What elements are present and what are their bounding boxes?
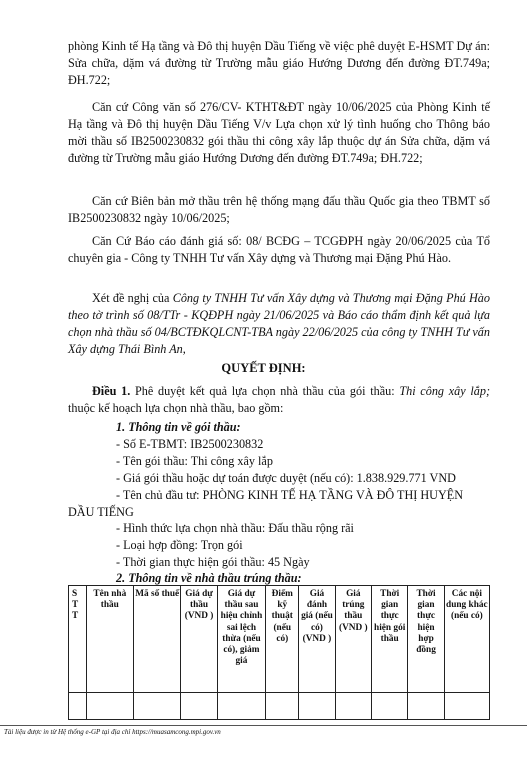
decision-title: QUYẾT ĐỊNH: (221, 361, 306, 375)
info-tbmt: - Số E-TBMT: IB2500230832 (116, 437, 264, 451)
info-package-name: - Tên gói thầu: Thi công xây lắp (116, 454, 273, 468)
article-1-label: Điều 1. (92, 384, 131, 398)
paragraph-evaluation-report: Căn Cứ Báo cáo đánh giá số: 08/ BCĐG – TCGĐPH ngày 20/06/2025 của Tổ chuyên gia - Công ty TNHH Tư vấn Xây dựng và Thương mại Đặng Phú Hào. (68, 234, 490, 265)
article-1 (68, 383, 490, 417)
col-tax-code: Mã số thuế (134, 586, 181, 693)
col-technical-score: Điểm kỹ thuật (nếu có) (266, 586, 299, 693)
info-selection-method: - Hình thức lựa chọn nhà thầu: Đấu thầu rộng rãi (116, 521, 354, 535)
table-header-row (69, 586, 490, 693)
info-investor: - Tên chủ đầu tư: PHÒNG KINH TẾ HẠ TẦNG VÀ ĐÔ THỊ HUYỆN DẦU TIẾNG (68, 488, 464, 519)
col-package-duration: Thời gian thực hiện gói thầu (372, 586, 408, 693)
table-row (69, 693, 490, 720)
col-evaluated-price: Giá đánh giá (nếu có) (VND ) (299, 586, 335, 693)
paragraph-proposal (68, 290, 490, 358)
col-adjusted-price: Giá dự thầu sau hiệu chỉnh sai lệch thừa (nếu có), giảm giá (217, 586, 265, 693)
col-winning-price: Giá trúng thầu (VND ) (335, 586, 371, 693)
section-1-heading: 1. Thông tin về gói thầu: (116, 420, 241, 434)
paragraph-hsmt-approval: phòng Kinh tế Hạ tầng và Đô thị huyện Dầu Tiếng về việc phê duyệt E-HSMT Dự án: Sửa chữa, dặm vá đường từ Trường mẫu giáo Hướng Dương đến đường ĐT.749a; ĐH.722; (68, 39, 490, 87)
info-duration: - Thời gian thực hiện gói thầu: 45 Ngày (116, 555, 310, 569)
article-1-package: Thi công xây lắp; (399, 384, 490, 398)
col-contract-duration: Thời gian thực hiện hợp đồng (408, 586, 444, 693)
winning-contractor-table (68, 585, 490, 720)
article-1-tail: thuộc kế hoạch lựa chọn nhà thầu, bao gồm: (68, 401, 284, 415)
col-stt: S T T (69, 586, 87, 693)
proposal-lead: Xét đề nghị của (92, 291, 173, 305)
article-1-text: Phê duyệt kết quả lựa chọn nhà thầu của gói thầu: (130, 384, 400, 398)
section-2-heading: 2. Thông tin về nhà thầu trúng thầu: (116, 571, 302, 585)
footer-note: Tài liệu được in từ Hệ thống e-GP tại địa chỉ https://muasamcong.mpi.gov.vn (4, 728, 221, 736)
info-contract-type: - Loại hợp đồng: Trọn gói (116, 538, 243, 552)
paragraph-bid-opening: Căn cứ Biên bản mở thầu trên hệ thống mạng đấu thầu Quốc gia theo TBMT số IB2500230832 ngày 10/06/2025; (68, 194, 490, 225)
info-package-price: - Giá gói thầu hoặc dự toán được duyệt (nếu có): 1.838.929.771 VND (116, 471, 456, 485)
col-contractor-name: Tên nhà thầu (86, 586, 133, 693)
footer-divider (0, 725, 527, 726)
col-other-content: Các nội dung khác (nếu có) (444, 586, 489, 693)
col-bid-price: Giá dự thầu (VND ) (181, 586, 217, 693)
proposal-italic: Công ty TNHH Tư vấn Xây dựng và Thương mại Đặng Phú Hào theo tờ trình số 08/TTr - KQĐPH ngày 21/06/2025 và Báo cáo thẩm định kết quả lựa chọn nhà thầu số 04/BCTĐKQLCNT-TBA ngày 22/06/2025 của công ty TNHH Tư vấn Xây dựng Thái Bình An, (68, 291, 490, 356)
paragraph-official-letter: Căn cứ Công văn số 276/CV- KTHT&ĐT ngày 10/06/2025 của Phòng Kinh tế Hạ tầng và Đô thị huyện Dầu Tiếng V/v Lựa chọn xử lý tình huống cho Thông báo mời thầu số IB2500230832 gói thầu thi công xây lắp thuộc dự án Sửa chữa, dặm vá đường từ Trường mẫu giáo Hướng Dương đến đường ĐT.749a; ĐH.722; (68, 100, 490, 165)
